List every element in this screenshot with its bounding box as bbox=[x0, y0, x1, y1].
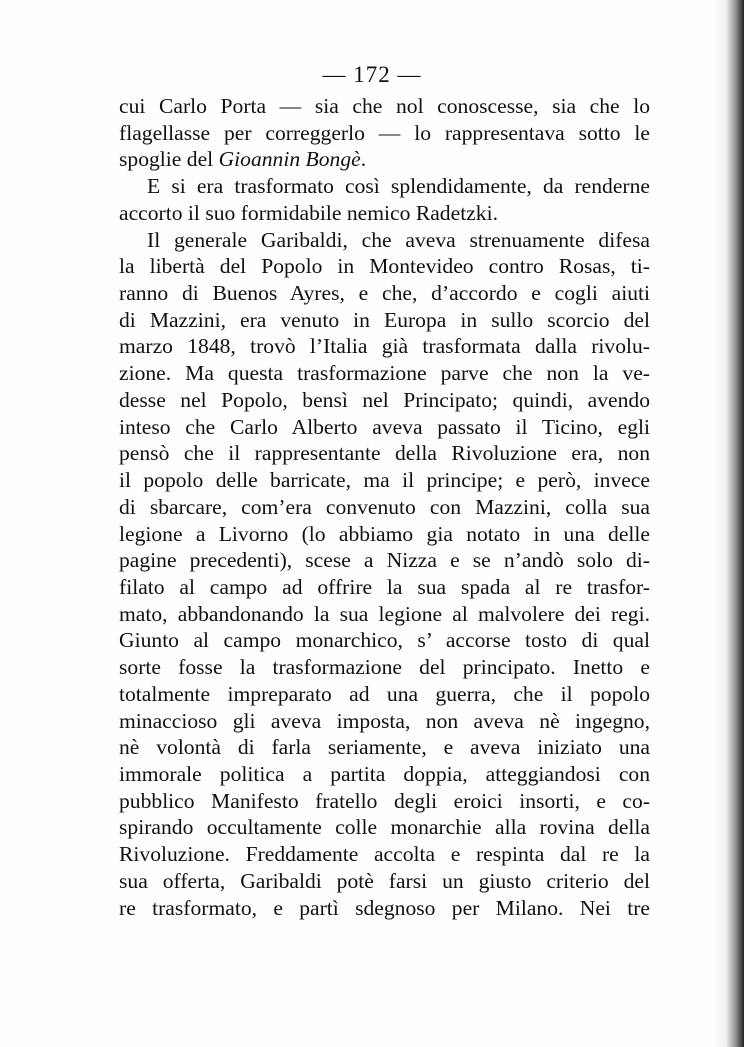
text-line: pagine precedenti), scese a Nizza e se n’andò solo di- bbox=[119, 548, 650, 573]
body-text bbox=[119, 93, 650, 921]
text-line: spoglie del Gioannin Bongè. bbox=[119, 147, 367, 172]
page-edge bbox=[714, 0, 744, 1047]
text-line: sorte fosse la trasformazione del principato. Inetto e bbox=[119, 655, 650, 680]
text-line: pensò che il rappresentante della Rivoluzione era, non bbox=[119, 441, 650, 466]
page-number: — 172 — bbox=[322, 62, 422, 87]
text-line: di sbarcare, com’era convenuto con Mazzini, colla sua bbox=[119, 494, 650, 519]
text-line: zione. Ma questa trasformazione parve che non la ve- bbox=[119, 361, 650, 386]
text-line: ranno di Buenos Ayres, e che, d’accordo e cogli aiuti bbox=[119, 281, 650, 306]
text-line: spirando occultamente colle monarchie alla rovina della bbox=[119, 815, 650, 840]
text-line: immorale politica a partita doppia, atteggiandosi con bbox=[119, 761, 650, 786]
text-line: re trasformato, e partì sdegnoso per Milano. Nei tre bbox=[119, 895, 650, 920]
text-line: Giunto al campo monarchico, s’ accorse tosto di qual bbox=[119, 628, 650, 653]
text-line: totalmente impreparato ad una guerra, che il popolo bbox=[119, 681, 650, 706]
text-line: cui Carlo Porta — sia che nol conoscesse, sia che lo bbox=[119, 94, 650, 118]
text-line: Il generale Garibaldi, che aveva strenuamente difesa bbox=[147, 227, 650, 252]
text-line: marzo 1848, trovò l’Italia già trasformata dalla rivolu- bbox=[119, 334, 650, 359]
text-line: desse nel Popolo, bensì nel Principato; quindi, avendo bbox=[119, 387, 650, 412]
text-line: accorto il suo formidabile nemico Radetzki. bbox=[119, 200, 498, 225]
text-line: il popolo delle barricate, ma il principe; e però, invece bbox=[119, 468, 650, 493]
text-line: mato, abbandonando la sua legione al malvolere dei regi. bbox=[119, 601, 650, 626]
text-line: pubblico Manifesto fratello degli eroici insorti, e co- bbox=[119, 788, 650, 813]
text-line: di Mazzini, era venuto in Europa in sullo scorcio del bbox=[119, 307, 650, 332]
text-line: inteso che Carlo Alberto aveva passato il Ticino, egli bbox=[119, 414, 650, 439]
text-line: sua offerta, Garibaldi potè farsi un giusto criterio del bbox=[119, 868, 650, 893]
text-line: la libertà del Popolo in Montevideo contro Rosas, ti- bbox=[119, 254, 650, 279]
text-line: Rivoluzione. Freddamente accolta e respinta dal re la bbox=[119, 842, 650, 867]
text-line: nè volontà di farla seriamente, e aveva iniziato una bbox=[119, 735, 650, 760]
text-line: E si era trasformato così splendidamente, da renderne bbox=[147, 174, 650, 199]
italic-title: Gioannin Bongè bbox=[218, 147, 361, 172]
text-line: filato al campo ad offrire la sua spada al re trasfor- bbox=[119, 574, 650, 599]
text-line: flagellasse per correggerlo — lo rappresentava sotto le bbox=[119, 120, 650, 145]
text-line: legione a Livorno (lo abbiamo gia notato in una delle bbox=[119, 521, 650, 546]
text-line: minaccioso gli aveva imposta, non aveva nè ingegno, bbox=[119, 708, 650, 733]
